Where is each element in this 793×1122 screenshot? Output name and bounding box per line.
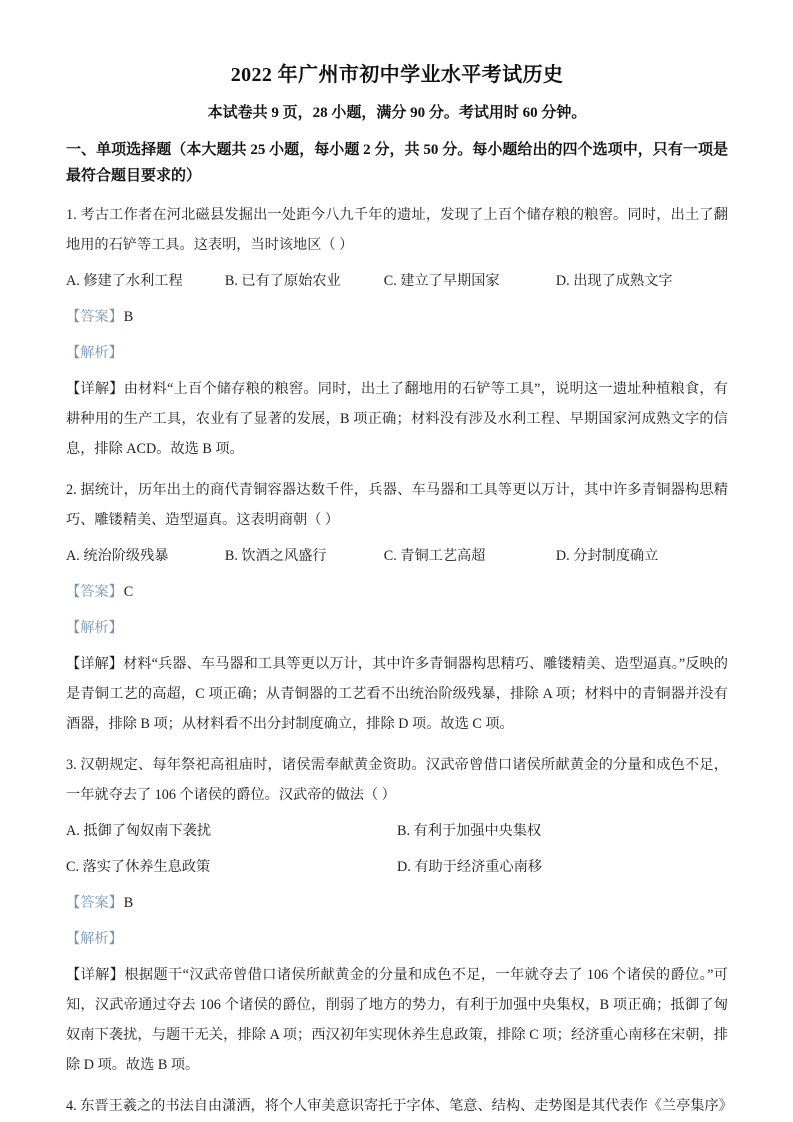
analysis-line [66, 607, 728, 643]
option-c[interactable]: C. 落实了休养生息政策 [66, 859, 211, 875]
answer-line [66, 882, 728, 918]
page-content [66, 0, 733, 1121]
answer-line [66, 571, 728, 607]
question-stem: 4. 东晋王羲之的书法自由潇洒，将个人审美意识寄托于字体、笔意、结构、走势图是其代表作《兰亭集序》 [66, 1098, 733, 1114]
option-a[interactable]: A. 抵御了匈奴南下袭扰 [66, 823, 212, 839]
option-b[interactable]: B. 已有了原始农业 [224, 273, 341, 289]
answer-value: C [123, 584, 134, 600]
option-list [66, 260, 728, 296]
analysis-tag: 【解析】 [66, 345, 123, 361]
option-c[interactable]: C. 建立了早期国家 [383, 273, 500, 289]
page-title: 2022 年广州市初中学业水平考试历史 [230, 64, 564, 86]
option-a[interactable]: A. 统治阶级残暴 [66, 548, 169, 564]
answer-tag: 【答案】 [66, 584, 123, 600]
option-list [66, 810, 728, 846]
answer-value: B [123, 309, 134, 325]
option-d[interactable]: D. 有助于经济重心南移 [397, 859, 543, 875]
detail-explanation: 【详解】根据题干“汉武帝曾借口诸侯所献黄金的分量和成色不足，一年就夺去了 106 个诸侯的爵位。”可知，汉武帝通过夺去 106 个诸侯的爵位，削弱了地方的势力，有利于加强中央集权，B 项正确；抵御了匈奴南下袭扰，与题干无关，排除 A 项；西汉初年实现休养生息政策，排除 C 项；经济重心南移在宋朝，排除 D 项。故选 B 项。 [66, 967, 728, 1073]
option-d[interactable]: D. 出现了成熟文字 [555, 273, 673, 289]
question-block [66, 739, 728, 1080]
answer-line [66, 296, 728, 332]
option-d[interactable]: D. 分封制度确立 [555, 548, 659, 564]
analysis-tag: 【解析】 [66, 931, 123, 947]
analysis-tag: 【解析】 [66, 620, 123, 636]
section-heading-multiple-choice: 一、单项选择题（本大题共 25 小题，每小题 2 分，共 50 分。每小题给出的四个选项中，只有一项是最符合题目要求的） [66, 142, 728, 184]
option-b[interactable]: B. 饮酒之风盛行 [224, 548, 327, 564]
option-list [66, 846, 728, 882]
question-stem: 1. 考古工作者在河北磁县发掘出一处距今八九千年的遗址，发现了上百个储存粮的粮窖。同时，出土了翻地用的石铲等工具。这表明，当时该地区（ ） [66, 207, 728, 253]
detail-explanation: 【详解】由材料“上百个储存粮的粮窖。同时，出土了翻地用的石铲等工具”，说明这一遗址种植粮食，有耕种用的生产工具，农业有了显著的发展，B 项正确；材料没有涉及水利工程、早期国家河成熟文字的信息，排除 ACD。故选 B 项。 [66, 381, 728, 457]
answer-tag: 【答案】 [66, 895, 123, 911]
analysis-line [66, 332, 728, 368]
option-c[interactable]: C. 青铜工艺高超 [383, 548, 486, 564]
exam-info-subtitle: 本试卷共 9 页，28 小题，满分 90 分。考试用时 60 分钟。 [207, 105, 587, 121]
option-list [66, 535, 728, 571]
question-stem: 2. 据统计，历年出土的商代青铜容器达数千件，兵器、车马器和工具等更以万计，其中许多青铜器构思精巧、雕镂精美、造型逼真。这表明商朝（ ） [66, 482, 728, 528]
option-a[interactable]: A. 修建了水利工程 [66, 273, 183, 289]
detail-explanation: 【详解】材料“兵器、车马器和工具等更以万计，其中许多青铜器构思精巧、雕镂精美、造型逼真。”反映的是青铜工艺的高超，C 项正确；从青铜器的工艺看不出统治阶级残暴，排除 A 项；材料中的青铜器并没有酒器，排除 B 项；从材料看不出分封制度确立，排除 D 项。故选 C 项。 [66, 656, 728, 732]
question-block [66, 189, 728, 464]
question-stem: 3. 汉朝规定、每年祭祀高祖庙时，诸侯需奉献黄金资助。汉武帝曾借口诸侯所献黄金的分量和成色不足，一年就夺去了 106 个诸侯的爵位。汉武帝的做法（ ） [66, 757, 728, 803]
answer-value: B [123, 895, 134, 911]
answer-tag: 【答案】 [66, 309, 123, 325]
question-block [66, 1080, 733, 1121]
question-block [66, 464, 728, 739]
option-b[interactable]: B. 有利于加强中央集权 [397, 823, 542, 839]
analysis-line [66, 918, 728, 954]
